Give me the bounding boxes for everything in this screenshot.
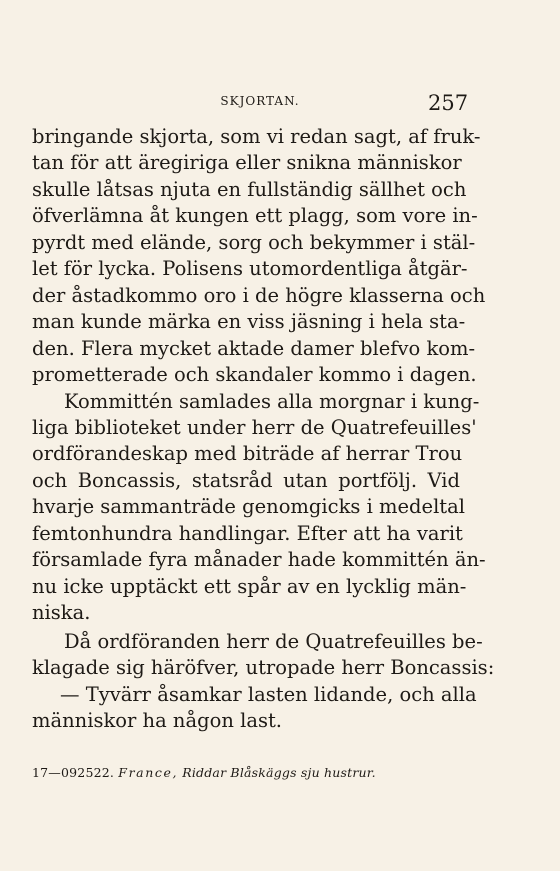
text-line: der åstadkommo oro i de högre klasserna och bbox=[32, 283, 486, 307]
text-line: nu icke upptäckt ett spår av en lycklig män- bbox=[32, 574, 467, 598]
text-line: klagade sig häröfver, utropade herr Boncassis: bbox=[32, 656, 495, 680]
signature-line bbox=[32, 765, 462, 780]
text-line: församlade fyra månader hade kommittén än- bbox=[32, 548, 486, 572]
text-line: hvarje sammanträde genomgicks i medeltal bbox=[32, 495, 466, 519]
text-line: pyrdt med elände, sorg och bekymmer i stäl- bbox=[32, 230, 476, 254]
text-line: liga biblioteket under herr de Quatrefeuilles' bbox=[32, 415, 477, 439]
text-line: öfverlämna åt kungen ett plagg, som vore in- bbox=[32, 204, 478, 228]
text-line: tan för att äregiriga eller snikna människor bbox=[32, 151, 462, 175]
signature-author: France, bbox=[118, 765, 179, 780]
text-line: ordförandeskap med biträde af herrar Trou bbox=[32, 442, 463, 466]
body-text bbox=[32, 124, 495, 734]
signature-sheet-number: 17—092522. bbox=[32, 765, 115, 780]
text-line: bringande skjorta, som vi redan sagt, af fruk- bbox=[32, 125, 481, 148]
text-line: femtonhundra handlingar. Efter att ha varit bbox=[32, 521, 463, 545]
text-line: den. Flera mycket aktade damer blefvo kom- bbox=[32, 336, 476, 360]
signature-title: Riddar Blåskäggs sju hustrur. bbox=[182, 765, 376, 780]
running-head-title: SKJORTAN. bbox=[220, 94, 300, 108]
text-line: man kunde märka en viss jäsning i hela sta- bbox=[32, 310, 466, 334]
text-line: let för lycka. Polisens utomordentliga åtgär- bbox=[32, 257, 468, 281]
text-line: skulle låtsas njuta en fullständig sällhet och bbox=[32, 177, 467, 201]
text-line: prometterade och skandaler kommo i dagen. bbox=[32, 363, 477, 387]
text-line: Då ordföranden herr de Quatrefeuilles be- bbox=[64, 629, 483, 653]
text-line: niska. bbox=[32, 601, 91, 625]
text-line: Kommittén samlades alla morgnar i kung- bbox=[64, 389, 480, 413]
page-number: 257 bbox=[428, 91, 469, 115]
text-line: och Boncassis, statsråd utan portfölj. Vid bbox=[32, 468, 460, 492]
text-line: människor ha någon last. bbox=[32, 708, 283, 732]
text-line: — Tyvärr åsamkar lasten lidande, och alla bbox=[60, 682, 477, 706]
